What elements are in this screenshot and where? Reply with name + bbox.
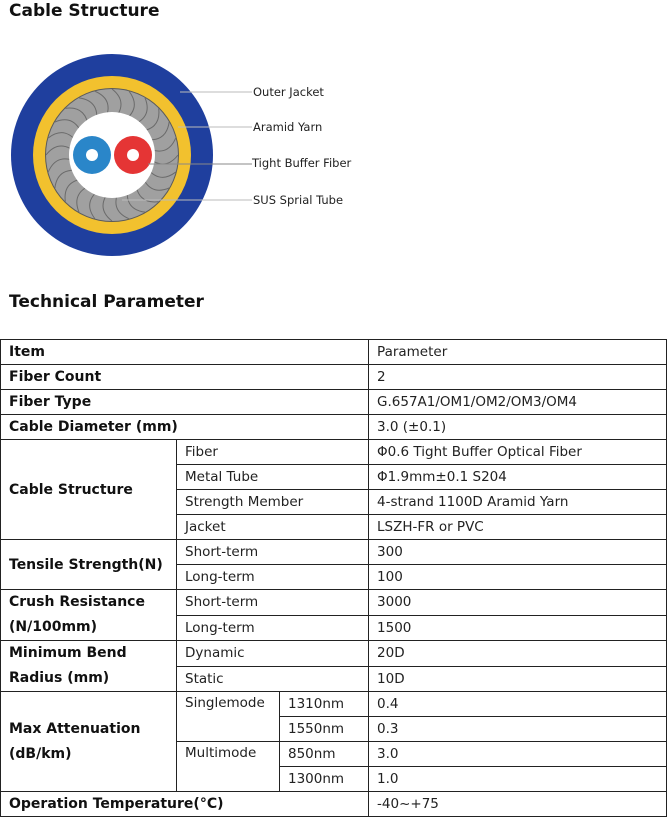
label-line-1: Minimum Bend: [9, 645, 127, 661]
row-value: 3.0: [369, 742, 667, 767]
label-line-1: Crush Resistance: [9, 594, 145, 610]
row-label: [1, 692, 177, 792]
row-value: 10D: [369, 666, 667, 692]
row-value: 1.0: [369, 767, 667, 792]
table-row-crush-resistance: [1, 590, 667, 616]
table-row-operation-temperature: [1, 792, 667, 817]
cable-structure-title: Cable Structure: [9, 1, 160, 21]
row-value: -40~+75: [369, 792, 667, 817]
row-value: 2: [369, 365, 667, 390]
sub-label: Static: [177, 666, 369, 692]
row-label: Operation Temperature(°C): [1, 792, 369, 817]
row-label: Tensile Strength(N): [1, 540, 177, 590]
row-value: 3.0 (±0.1): [369, 415, 667, 440]
row-label: Fiber Count: [1, 365, 369, 390]
sub-label: Long-term: [177, 565, 369, 590]
table-row-fiber-type: [1, 390, 667, 415]
sub-label: Short-term: [177, 540, 369, 565]
row-label: Cable Structure: [1, 440, 177, 540]
label-sus-spiral-tube: SUS Sprial Tube: [253, 193, 344, 207]
row-value: Φ1.9mm±0.1 S204: [369, 465, 667, 490]
wavelength: 850nm: [280, 742, 369, 767]
table-header-row: [1, 340, 667, 365]
technical-parameter-table: [0, 339, 667, 817]
sub-label: Long-term: [177, 615, 369, 641]
label-line-2: Radius (mm): [9, 670, 110, 686]
wavelength: 1300nm: [280, 767, 369, 792]
table-row-fiber-count: [1, 365, 667, 390]
sub-label: Jacket: [177, 515, 369, 540]
technical-parameter-title: Technical Parameter: [9, 292, 204, 312]
header-parameter: Parameter: [369, 340, 667, 365]
row-value: 300: [369, 540, 667, 565]
mode-label: Multimode: [177, 742, 280, 792]
wavelength: 1550nm: [280, 717, 369, 742]
header-item: Item: [1, 340, 369, 365]
table-row-bend-radius: [1, 641, 667, 667]
row-value: 4-strand 1100D Aramid Yarn: [369, 490, 667, 515]
row-value: 1500: [369, 615, 667, 641]
table-row-cable-diameter: [1, 415, 667, 440]
table-row-cable-structure: [1, 440, 667, 465]
wavelength: 1310nm: [280, 692, 369, 717]
row-value: 0.3: [369, 717, 667, 742]
table-row-attenuation: [1, 692, 667, 717]
row-label: Fiber Type: [1, 390, 369, 415]
row-label: [1, 590, 177, 641]
sub-label: Strength Member: [177, 490, 369, 515]
row-value: Φ0.6 Tight Buffer Optical Fiber: [369, 440, 667, 465]
row-value: 100: [369, 565, 667, 590]
sub-label: Short-term: [177, 590, 369, 616]
table-row-tensile-strength: [1, 540, 667, 565]
label-tight-buffer-fiber: Tight Buffer Fiber: [252, 156, 352, 170]
label-line-2: (dB/km): [9, 745, 72, 762]
row-value: 0.4: [369, 692, 667, 717]
row-value: LSZH-FR or PVC: [369, 515, 667, 540]
cable-cross-section-diagram: [0, 40, 380, 280]
label-aramid-yarn: Aramid Yarn: [253, 120, 323, 134]
row-label: [1, 641, 177, 692]
sub-label: Fiber: [177, 440, 369, 465]
row-value: 20D: [369, 641, 667, 667]
label-line-1: Max Attenuation: [9, 720, 141, 737]
row-value: 3000: [369, 590, 667, 616]
row-label: Cable Diameter (mm): [1, 415, 369, 440]
sub-label: Dynamic: [177, 641, 369, 667]
mode-label: Singlemode: [177, 692, 280, 742]
sub-label: Metal Tube: [177, 465, 369, 490]
row-value: G.657A1/OM1/OM2/OM3/OM4: [369, 390, 667, 415]
label-line-2: (N/100mm): [9, 619, 98, 635]
label-outer-jacket: Outer Jacket: [253, 85, 324, 99]
